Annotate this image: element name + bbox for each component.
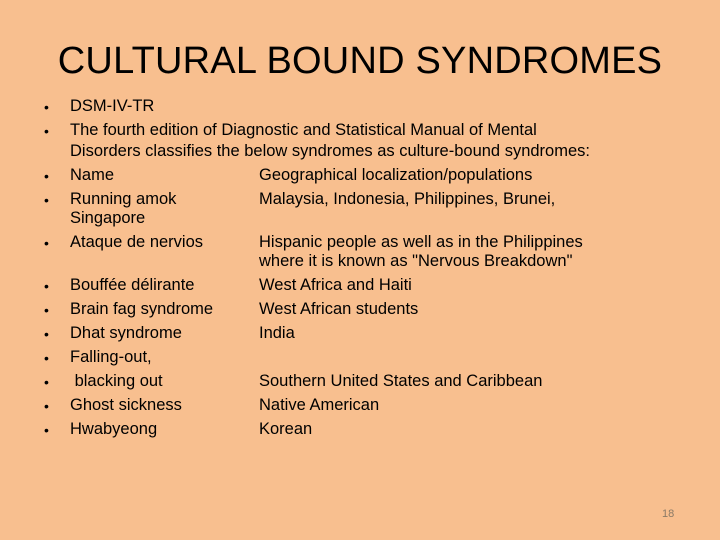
syndrome-name: Dhat syndrome bbox=[70, 324, 182, 342]
syndrome-name: Ataque de nervios bbox=[70, 233, 204, 251]
slide-title: CULTURAL BOUND SYNDROMES bbox=[57, 40, 663, 82]
syndrome-location: West Africa and Haiti bbox=[259, 276, 412, 294]
list-item-continuation bbox=[0, 142, 720, 166]
list-item bbox=[0, 276, 720, 300]
syndrome-location: West African students bbox=[259, 300, 419, 318]
list-item bbox=[0, 97, 720, 121]
syndrome-location: Hispanic people as well as in the Philippines bbox=[259, 233, 583, 251]
list-item bbox=[0, 420, 720, 444]
syndrome-location: Native American bbox=[259, 396, 380, 414]
column-header-name: Name bbox=[70, 166, 115, 184]
syndrome-location: India bbox=[259, 324, 295, 342]
syndrome-name: Brain fag syndrome bbox=[70, 300, 214, 318]
syndrome-location: Korean bbox=[259, 420, 313, 438]
intro-item-line: The fourth edition of Diagnostic and Statistical Manual of Mental bbox=[70, 121, 537, 139]
syndrome-name: Falling-out, bbox=[70, 348, 152, 366]
page-number: 18 bbox=[662, 508, 675, 520]
list-item bbox=[0, 166, 720, 190]
bullet-icon: • bbox=[44, 278, 49, 294]
list-item bbox=[0, 348, 720, 372]
bullet-icon: • bbox=[44, 168, 49, 184]
list-item bbox=[0, 396, 720, 420]
bullet-icon: • bbox=[44, 235, 49, 251]
syndrome-name: Hwabyeong bbox=[70, 420, 158, 438]
bullet-icon: • bbox=[44, 422, 49, 438]
bullet-icon: • bbox=[44, 374, 49, 390]
syndrome-location: Southern United States and Caribbean bbox=[259, 372, 543, 390]
syndrome-name: Running amok bbox=[70, 190, 177, 208]
bullet-icon: • bbox=[44, 398, 49, 414]
syndrome-location-continuation: where it is known as "Nervous Breakdown" bbox=[259, 252, 573, 270]
bullet-icon: • bbox=[44, 302, 49, 318]
column-header-location: Geographical localization/populations bbox=[259, 166, 533, 184]
bullet-icon: • bbox=[44, 326, 49, 342]
syndrome-location: Malaysia, Indonesia, Philippines, Brunei, bbox=[259, 190, 556, 208]
bullet-icon: • bbox=[44, 350, 49, 366]
list-item bbox=[0, 372, 720, 396]
list-item-continuation bbox=[0, 209, 720, 233]
syndrome-name: Ghost sickness bbox=[70, 396, 182, 414]
bullet-icon: • bbox=[44, 99, 49, 115]
intro-item: DSM-IV-TR bbox=[70, 97, 155, 115]
syndrome-name: Bouffée délirante bbox=[70, 276, 195, 294]
list-item-continuation bbox=[0, 252, 720, 276]
syndrome-name: blacking out bbox=[70, 372, 163, 390]
list-item bbox=[0, 300, 720, 324]
intro-item-line: Disorders classifies the below syndromes as culture-bound syndromes: bbox=[70, 142, 590, 160]
list-item bbox=[0, 324, 720, 348]
syndrome-name-continuation: Singapore bbox=[70, 209, 146, 227]
bullet-icon: • bbox=[44, 123, 49, 139]
bullet-icon: • bbox=[44, 192, 49, 208]
